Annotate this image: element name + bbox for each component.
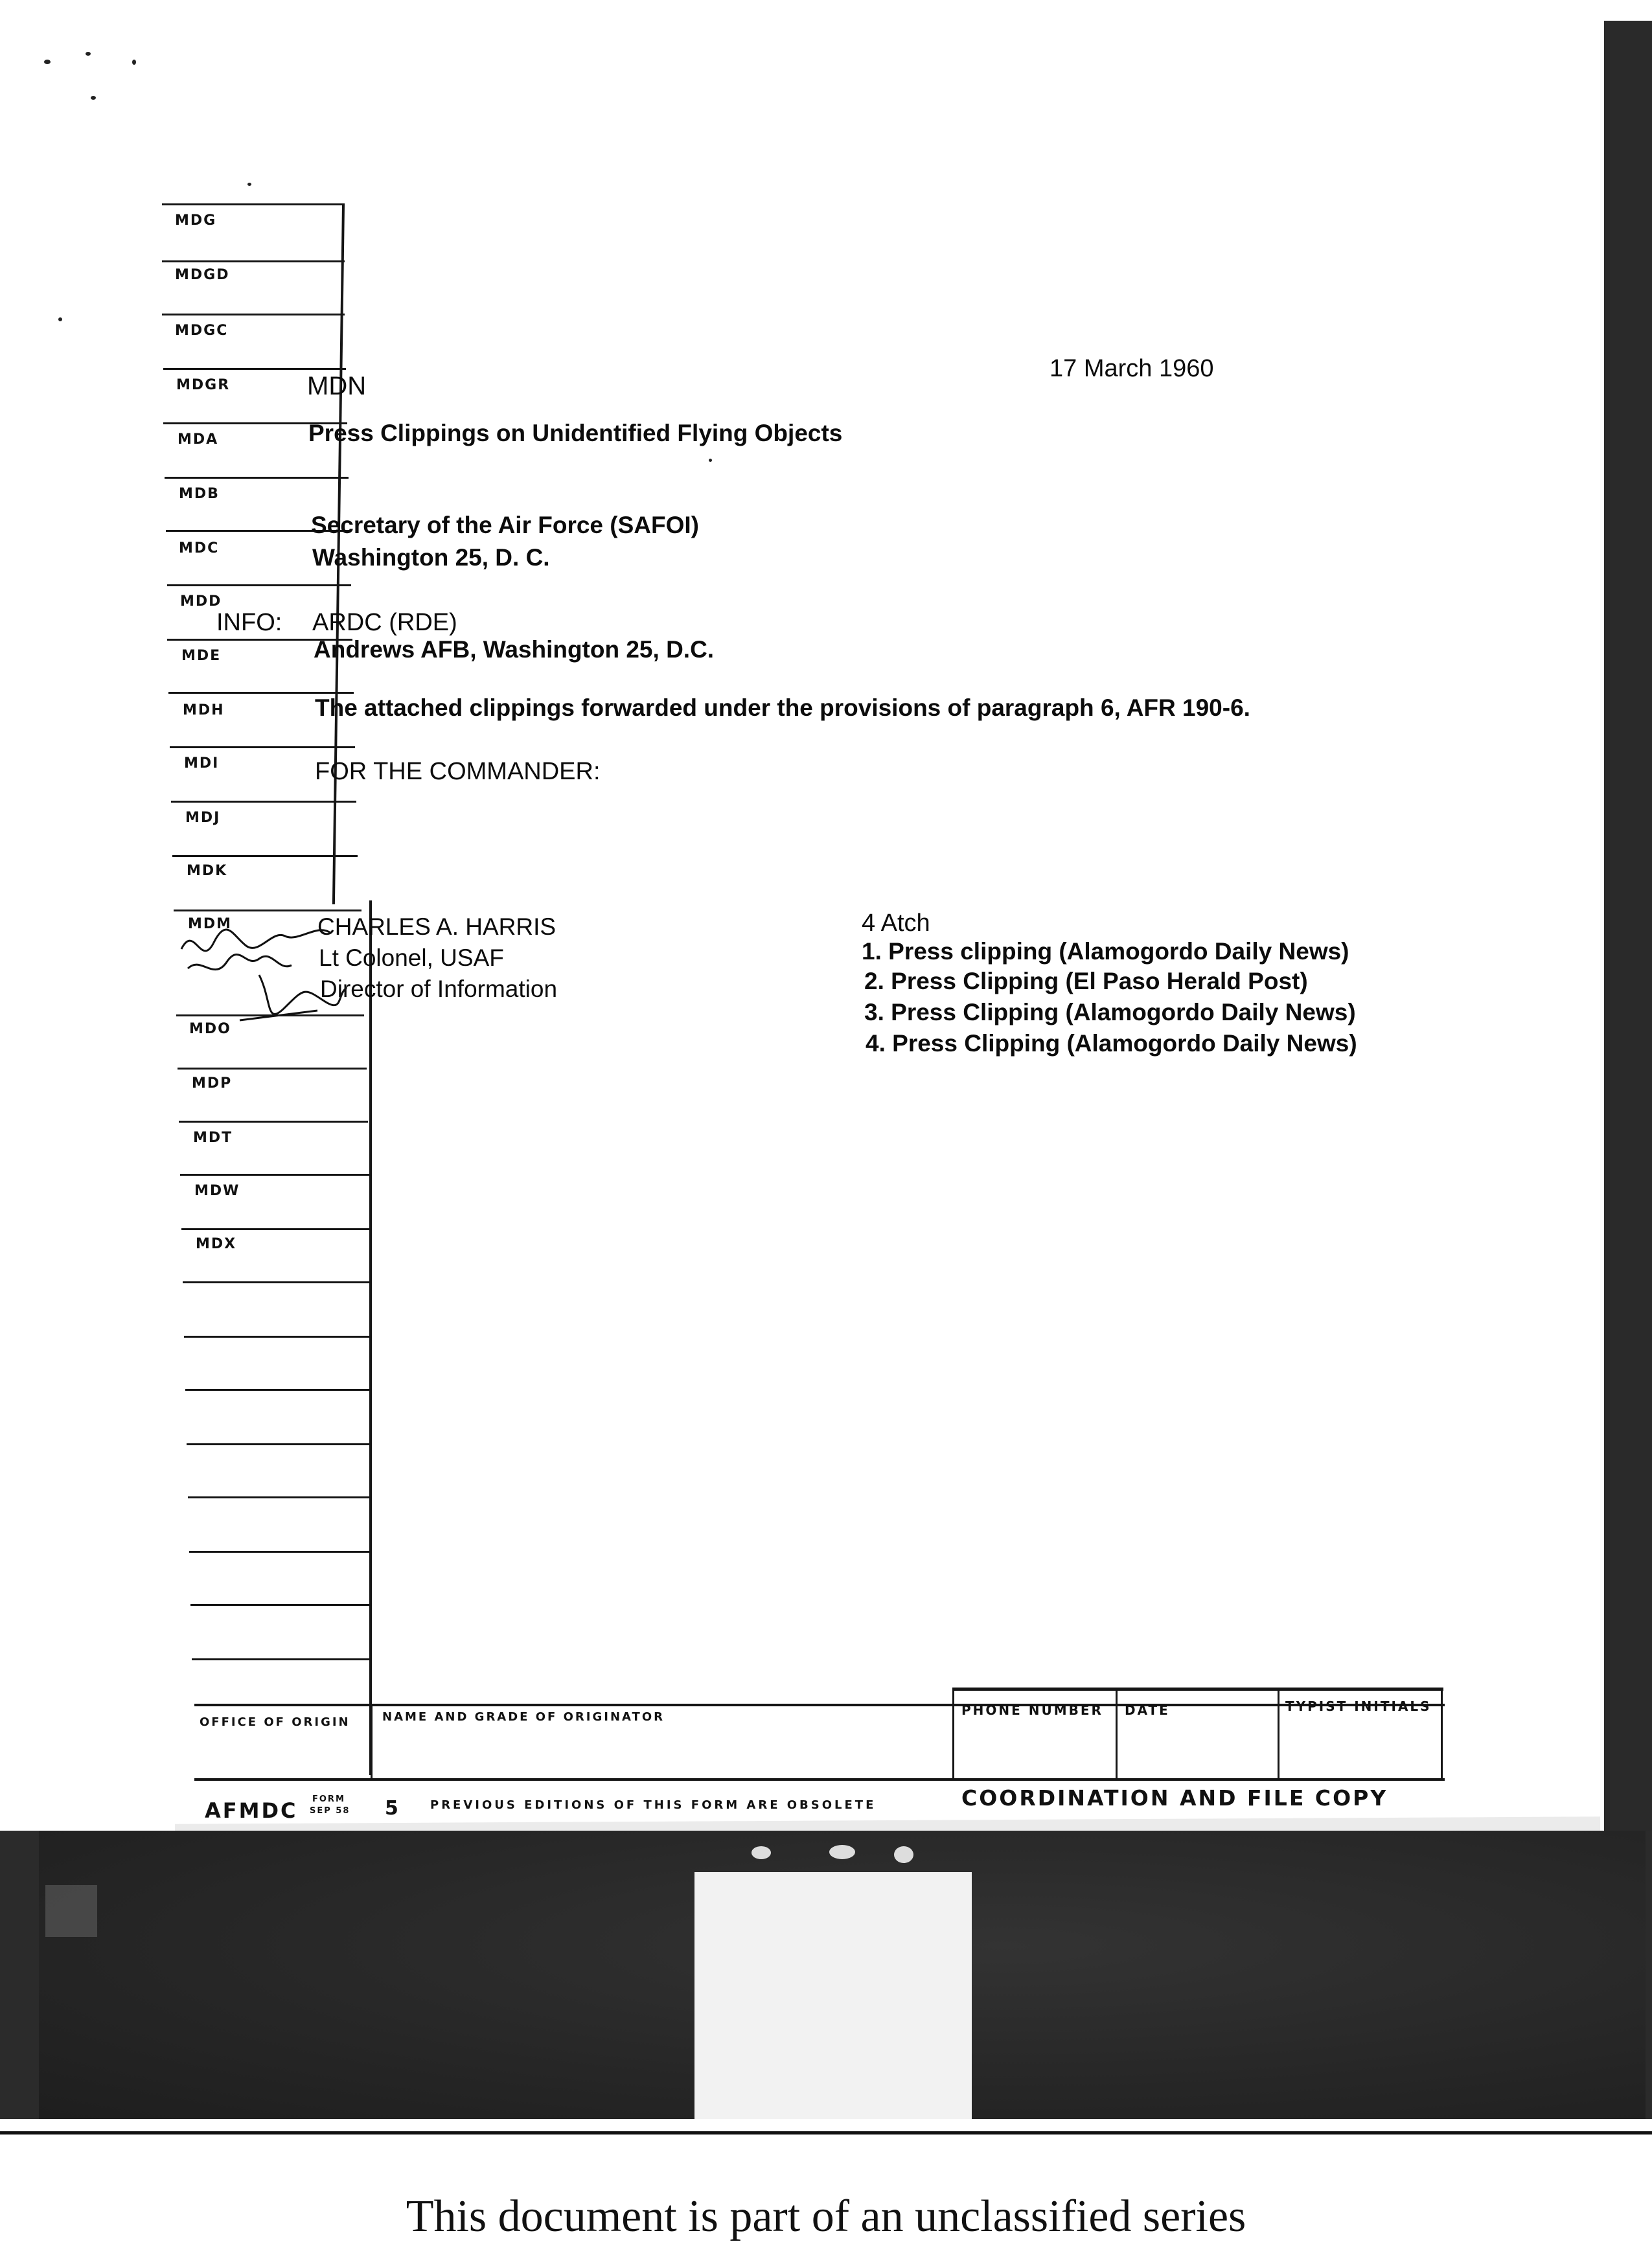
routing-row-line — [188, 1496, 371, 1498]
scan-speck — [86, 52, 91, 56]
form-label-typist: TYPIST INITIALS — [1285, 1699, 1432, 1714]
routing-row-line — [189, 1551, 371, 1553]
routing-code: MDGD — [175, 267, 230, 283]
routing-row-line — [179, 1121, 368, 1123]
routing-code: MDGC — [175, 323, 229, 339]
memo-closing: FOR THE COMMANDER: — [315, 758, 601, 785]
form-previous-editions: PREVIOUS EDITIONS OF THIS FORM ARE OBSOLETE — [430, 1798, 877, 1812]
routing-row-line — [172, 855, 358, 857]
scan-speck — [44, 60, 51, 64]
attachments-header: 4 Atch — [862, 910, 930, 937]
routing-code: MDK — [187, 863, 228, 879]
signer-rank: Lt Colonel, USAF — [319, 944, 504, 971]
scan-bottom-rule — [0, 2131, 1652, 2134]
scan-speck — [247, 183, 251, 186]
memo-body: The attached clippings forwarded under the provisions of paragraph 6, AFR 190-6. — [315, 694, 1250, 721]
routing-code: MDJ — [185, 810, 221, 826]
routing-row-line — [171, 801, 356, 803]
form-box-bottom — [194, 1778, 1445, 1781]
scan-speck — [894, 1846, 913, 1863]
routing-row-line — [184, 1336, 371, 1338]
routing-row-line — [180, 1174, 369, 1176]
scan-speck — [132, 60, 136, 65]
attachment-item: 3. Press Clipping (Alamogordo Daily News) — [864, 999, 1356, 1025]
routing-row-line — [183, 1281, 369, 1283]
scan-speck — [751, 1846, 771, 1859]
memo-info-label: INFO: — [216, 609, 282, 636]
routing-code: MDH — [183, 702, 225, 718]
routing-row-line — [168, 692, 354, 694]
memo-to-line2: Washington 25, D. C. — [312, 544, 550, 571]
routing-code: MDGR — [176, 377, 231, 393]
routing-row-line — [192, 1658, 371, 1660]
signer-title: Director of Information — [320, 976, 558, 1002]
form-box-top — [194, 1704, 1445, 1706]
form-divider — [1278, 1688, 1279, 1780]
form-label-office-of-origin: OFFICE OF ORIGIN — [200, 1715, 350, 1729]
scan-speck — [91, 96, 96, 100]
memo-info-line1: ARDC (RDE) — [312, 609, 457, 636]
routing-row-line — [187, 1443, 371, 1445]
scan-speck — [709, 459, 712, 462]
routing-code: MDW — [194, 1183, 240, 1199]
form-label-date: DATE — [1125, 1702, 1170, 1718]
memo-subject: Press Clippings on Unidentified Flying Objects — [308, 420, 843, 446]
signer-name: CHARLES A. HARRIS — [317, 913, 556, 940]
routing-code: MDI — [184, 755, 220, 772]
scan-speck — [829, 1845, 855, 1859]
attachment-item: 4. Press Clipping (Alamogordo Daily News) — [866, 1030, 1357, 1057]
form-box-top-right — [952, 1688, 1443, 1691]
routing-code: MDT — [193, 1130, 233, 1146]
form-label-phone: PHONE NUMBER — [961, 1702, 1103, 1718]
memo-to-line1: Secretary of the Air Force (SAFOI) — [311, 512, 699, 538]
form-number: 5 — [385, 1797, 400, 1820]
routing-row-line — [167, 584, 351, 586]
form-divider — [371, 1705, 373, 1780]
memo-office: MDN — [307, 372, 367, 400]
form-divider — [952, 1688, 954, 1780]
form-divider — [1441, 1688, 1443, 1780]
routing-code: MDA — [178, 431, 219, 448]
routing-row-line — [178, 1068, 367, 1070]
form-date: SEP 58 — [310, 1806, 350, 1816]
scan-speck — [58, 317, 62, 321]
routing-code: MDX — [196, 1236, 237, 1252]
memo-info-line2: Andrews AFB, Washington 25, D.C. — [314, 636, 715, 663]
scan-artifact — [45, 1885, 97, 1937]
routing-row-line — [181, 1228, 369, 1230]
form-label-name-grade: NAME AND GRADE OF ORIGINATOR — [382, 1710, 665, 1724]
routing-row-line — [190, 1604, 371, 1606]
form-copy-type: COORDINATION AND FILE COPY — [961, 1785, 1388, 1811]
routing-row-line — [162, 260, 345, 262]
handwritten-signature — [175, 910, 350, 1040]
attachment-item: 1. Press clipping (Alamogordo Daily News) — [862, 938, 1349, 965]
form-divider — [1116, 1688, 1118, 1780]
routing-code: MDG — [175, 212, 217, 229]
routing-row-line — [165, 477, 349, 479]
routing-code: MDM — [188, 916, 233, 932]
routing-code: MDE — [181, 648, 222, 664]
routing-code: MDP — [192, 1075, 233, 1092]
paper-tab — [694, 1872, 972, 2119]
routing-code: MDO — [189, 1021, 231, 1037]
routing-row-line — [185, 1389, 371, 1391]
routing-column-divider — [369, 900, 372, 1775]
routing-code: MDD — [180, 593, 222, 610]
routing-column-top — [162, 203, 345, 205]
scan-edge-right — [1604, 21, 1652, 1835]
attachment-item: 2. Press Clipping (El Paso Herald Post) — [864, 968, 1308, 994]
routing-row-line — [163, 368, 346, 370]
routing-row-line — [170, 746, 355, 748]
routing-code: MDB — [179, 486, 220, 502]
routing-code: MDC — [179, 540, 220, 556]
routing-row-line — [162, 314, 345, 315]
form-id: AFMDC — [205, 1798, 298, 1823]
form-word: FORM — [312, 1794, 345, 1804]
footer-caption: This document is part of an unclassified series — [406, 2192, 1246, 2241]
memo-date: 17 March 1960 — [1050, 355, 1214, 382]
